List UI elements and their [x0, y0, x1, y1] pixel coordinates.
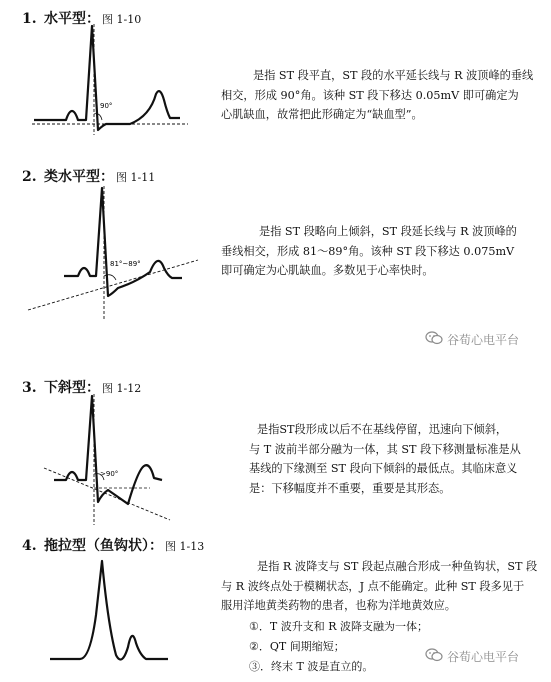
section-3-description	[249, 420, 547, 498]
section-number: 4.	[22, 538, 37, 554]
section-title: 类水平型：	[44, 169, 114, 185]
wechat-bubble-icon	[425, 648, 443, 665]
section-number: 3.	[22, 380, 37, 396]
list-item: ②．QT 间期缩短；	[249, 640, 345, 653]
section-4-description	[221, 557, 551, 616]
ecg-horizontal-figure	[30, 20, 190, 135]
section-4-heading	[22, 535, 204, 555]
section-1-description	[221, 66, 541, 125]
ecg-sagging-figure	[44, 555, 174, 675]
angle-label: 81°~89°	[110, 260, 141, 268]
desc-line: 心肌缺血，故常把此形确定为“缺血型”。	[221, 108, 423, 121]
desc-line: 服用洋地黄类药物的患者，也称为洋地黄效应。	[221, 599, 456, 612]
desc-line: 相交，形成 90°角。该种 ST 段下移达 0.05mV 即可确定为	[221, 88, 519, 102]
desc-line: 是指 ST 段略向上倾斜，ST 段延长线与 R 波顶峰的	[259, 225, 517, 238]
figure-ref: 图 1-12	[102, 382, 142, 395]
section-title: 下斜型：	[44, 380, 100, 396]
desc-line: 与 T 波前半部分融为一体，其 ST 段下移测量标准是从	[249, 442, 521, 456]
desc-line: 是指 R 波降支与 ST 段起点融合形成一种鱼钩状，ST 段	[257, 560, 538, 573]
list-item: ③．终末 T 波是直立的。	[249, 660, 374, 673]
ecg-downsloping-figure	[40, 390, 180, 525]
desc-line: 是指 ST 段平直，ST 段的水平延长线与 R 波顶峰的垂线	[253, 69, 534, 82]
angle-label: >90°	[100, 470, 119, 478]
section-2-description	[221, 222, 546, 281]
watermark	[425, 648, 519, 665]
figure-ref: 图 1-10	[102, 13, 142, 26]
wechat-bubble-icon	[425, 331, 443, 348]
section-4-list	[249, 617, 428, 677]
watermark	[425, 331, 519, 348]
list-item: ①．T 波升支和 R 波降支融为一体；	[249, 620, 428, 633]
watermark-text: 谷荀心电平台	[447, 650, 520, 664]
ecg-quasi-horizontal-figure	[28, 180, 203, 320]
section-number: 2.	[22, 169, 37, 185]
angle-label: 90°	[100, 102, 113, 110]
desc-line: 垂线相交，形成 81～89°角。该种 ST 段下移达 0.075mV	[221, 244, 515, 258]
desc-line: 是：下移幅度并不重要，重要是其形态。	[249, 481, 451, 495]
section-number: 1.	[22, 11, 37, 27]
desc-line: 基线的下缘测至 ST 段向下倾斜的最低点。其临床意义	[249, 462, 518, 475]
desc-line: 是指ST段形成以后不在基线停留，迅速向下倾斜，	[257, 423, 508, 436]
watermark-text: 谷荀心电平台	[447, 333, 520, 347]
desc-line: 与 R 波终点处于模糊状态，J 点不能确定。此种 ST 段多见于	[221, 579, 525, 593]
section-title: 水平型：	[44, 11, 100, 27]
figure-ref: 图 1-13	[165, 540, 205, 553]
desc-line: 即可确定为心肌缺血。多数见于心率快时。	[221, 264, 434, 277]
section-title: 拖拉型（鱼钩状）：	[44, 538, 163, 554]
figure-ref: 图 1-11	[116, 171, 156, 184]
